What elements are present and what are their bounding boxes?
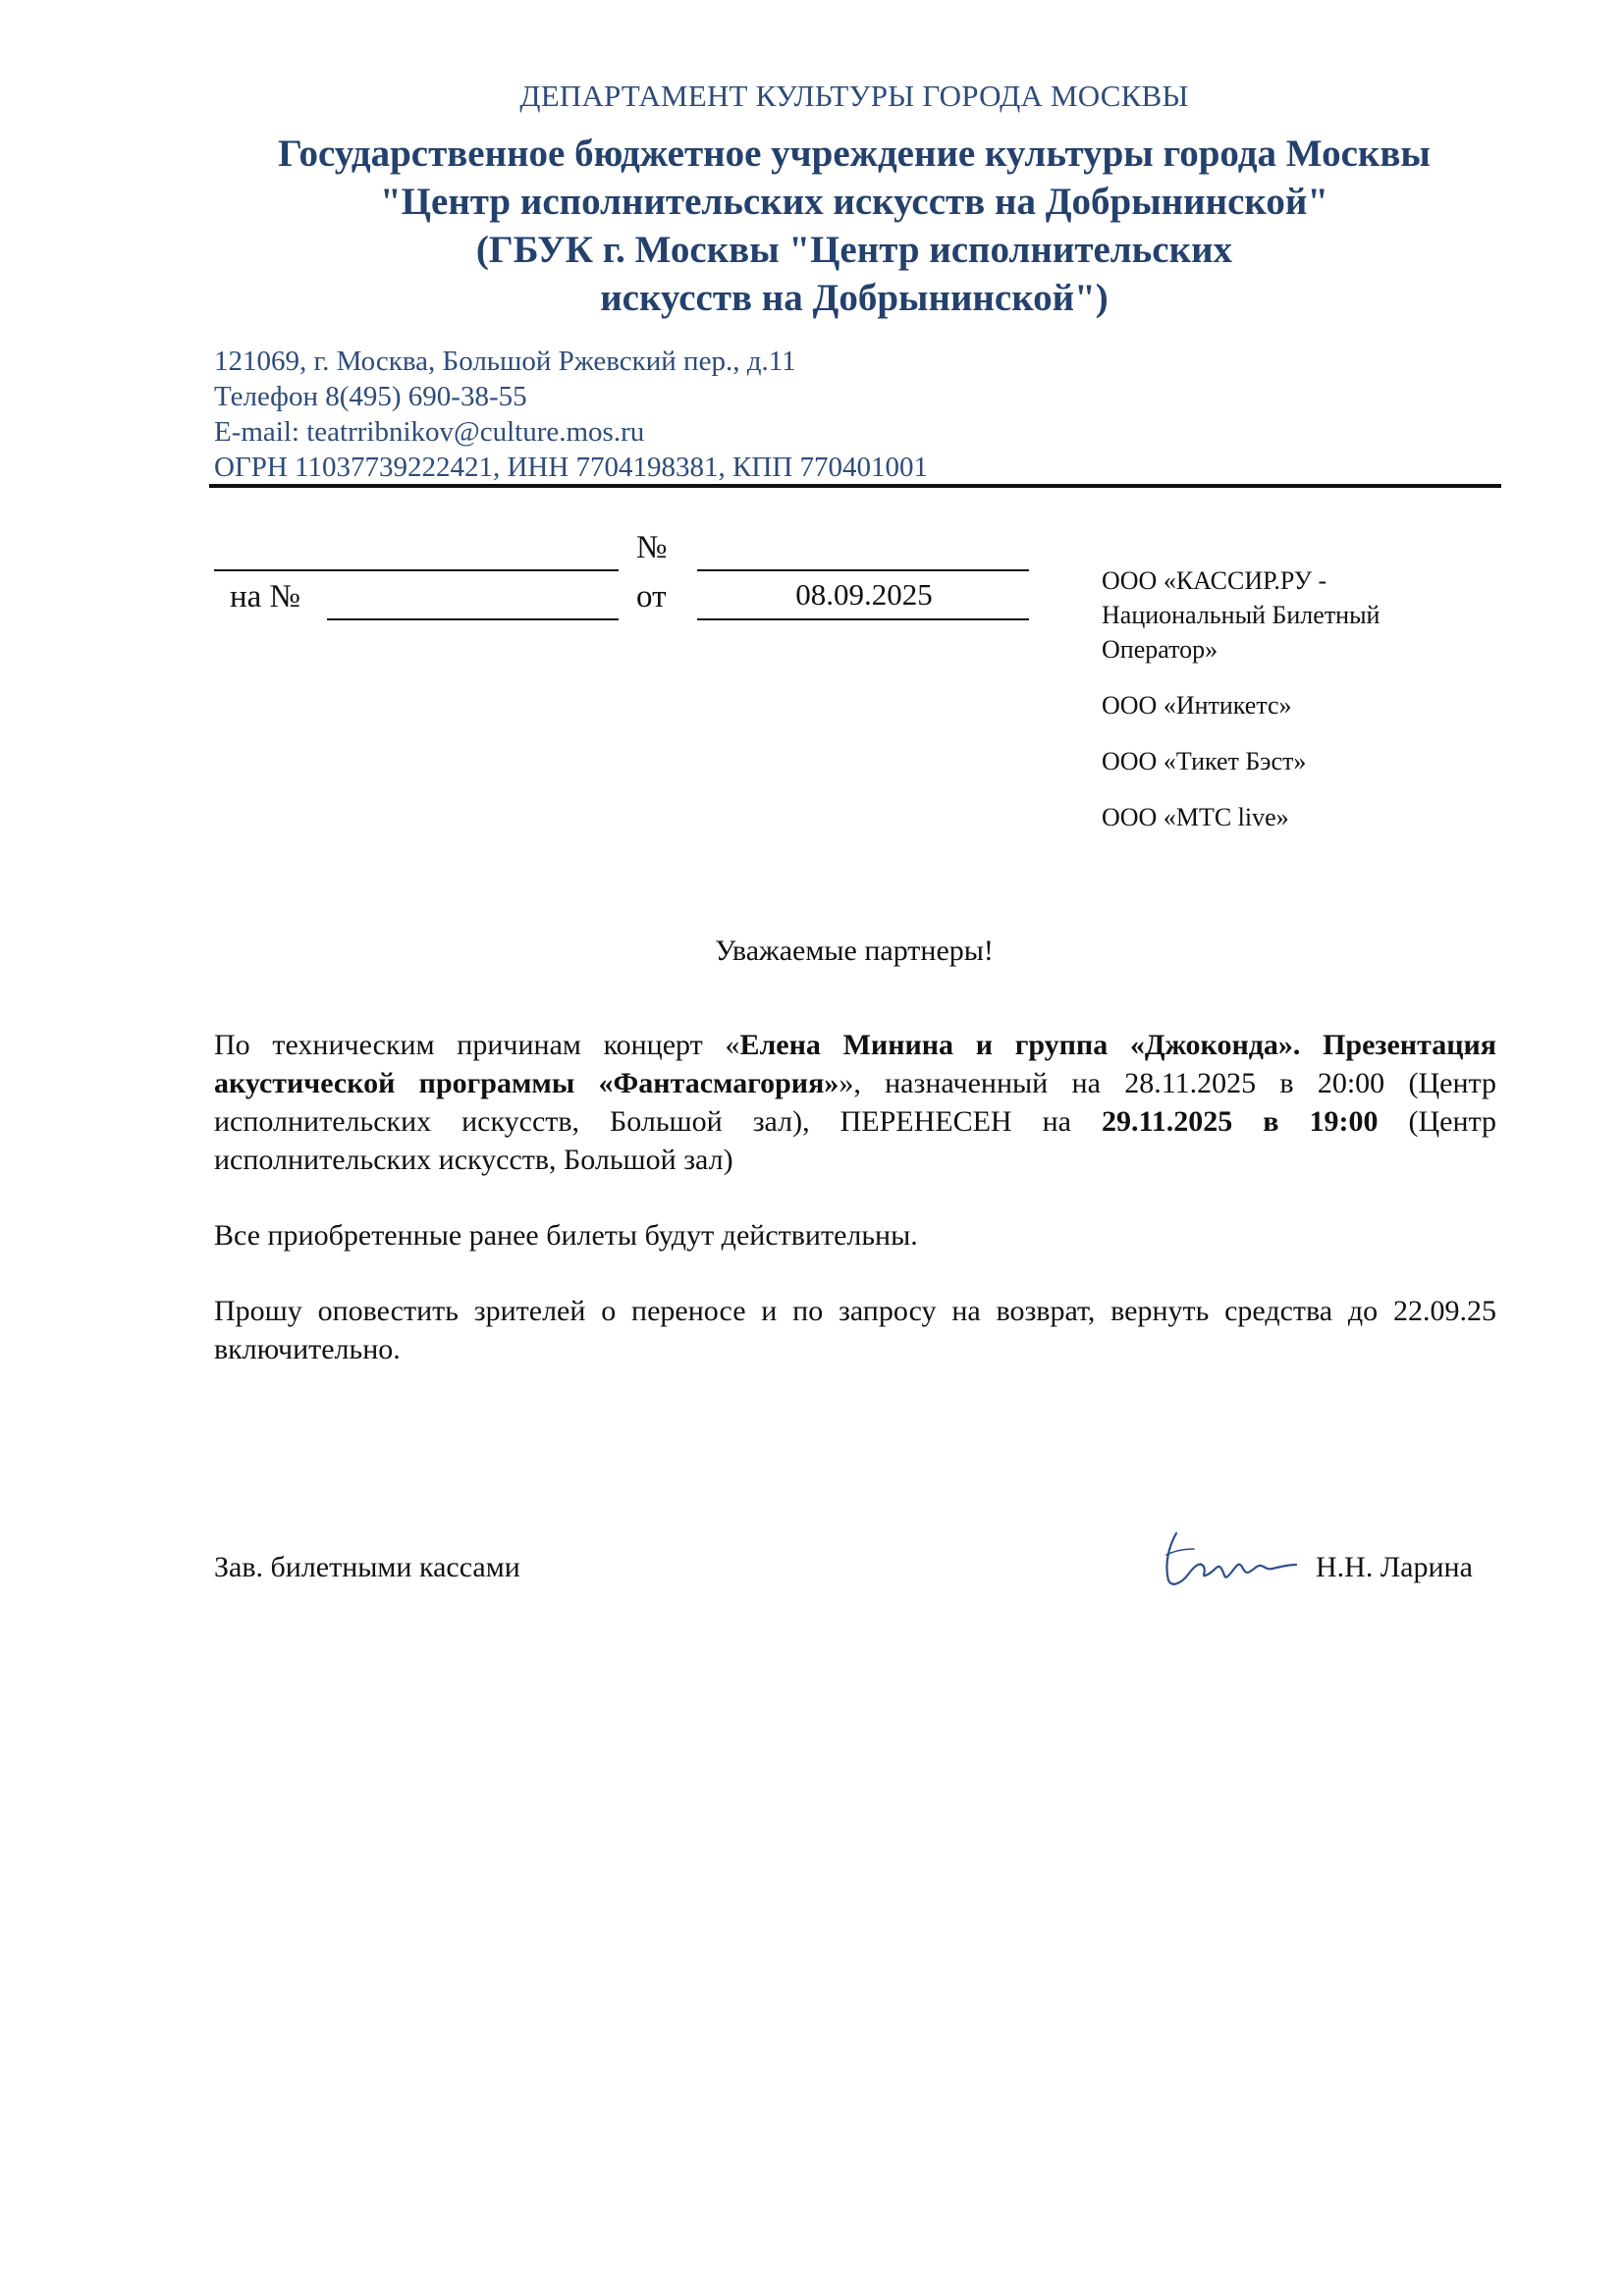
paragraph-postponement	[214, 1026, 1496, 1179]
address-line: 121069, г. Москва, Большой Ржевский пер., д.11	[214, 346, 796, 377]
concert-title: Елена Минина и группа «Джоконда». Презентация акустической программы «Фантасмагория»	[214, 1029, 1496, 1099]
signatory-position: Зав. билетными кассами	[214, 1551, 520, 1583]
paragraph-tickets-valid: Все приобретенные ранее билеты будут действительны.	[214, 1219, 918, 1252]
registration-line: ОГРН 11037739222421, ИНН 7704198381, КПП 770401001	[214, 452, 929, 483]
outgoing-date-line-top	[697, 569, 1029, 571]
salutation: Уважаемые партнеры!	[715, 934, 994, 967]
date-line	[697, 618, 1029, 620]
org-name-line-4: искусств на Добрынинской")	[600, 277, 1109, 319]
header-divider	[209, 484, 1501, 488]
number-label: №	[636, 530, 668, 565]
paragraph-refund: Прошу оповестить зрителей о переносе и по запросу на возврат, вернуть средства до 22.09.25 включительно.	[214, 1295, 1496, 1365]
p1-text-3: (Центр исполнительских искусств, Большой зал)	[214, 1105, 1497, 1176]
signatory-name: Н.Н. Ларина	[1316, 1551, 1473, 1583]
addressee-mts-live: ООО «МТС live»	[1102, 803, 1289, 831]
phone-line: Телефон 8(495) 690-38-55	[214, 381, 527, 412]
new-date-time: 29.11.2025 в 19:00	[1101, 1105, 1379, 1138]
addressee-list	[1102, 563, 1426, 856]
reply-number-line	[327, 618, 619, 620]
date-label: от	[636, 579, 667, 614]
reply-number-label: на №	[230, 579, 301, 614]
letter-date: 08.09.2025	[795, 577, 933, 612]
email-line: E-mail: teatrribnikov@culture.mos.ru	[214, 416, 645, 448]
org-name-line-3: (ГБУК г. Москвы "Центр исполнительских	[475, 229, 1233, 271]
contact-block	[214, 344, 928, 485]
department-name: ДЕПАРТАМЕНТ КУЛЬТУРЫ ГОРОДА МОСКВЫ	[519, 79, 1189, 113]
handwritten-signature	[1155, 1525, 1302, 1594]
p1-text-1: По техническим причинам концерт «	[214, 1029, 740, 1061]
letter-body	[214, 1026, 1496, 1406]
outgoing-number-line	[214, 569, 619, 571]
addressee-kassir: ООО «КАССИР.РУ - Национальный Билетный Оператор»	[1102, 566, 1380, 664]
addressee-ticketbest: ООО «Тикет Бэст»	[1102, 747, 1307, 775]
p1-text-2: », назначенный на 28.11.2025 в 20:00 (Центр исполнительских искусств, Большой зал), ПЕРЕНЕСЕН на	[214, 1067, 1496, 1138]
addressee-intickets: ООО «Интикетс»	[1102, 691, 1292, 720]
organization-name	[0, 130, 1624, 322]
org-name-line-2: "Центр исполнительских искусств на Добрынинской"	[380, 181, 1328, 223]
org-name-line-1: Государственное бюджетное учреждение культуры города Москвы	[278, 133, 1431, 175]
